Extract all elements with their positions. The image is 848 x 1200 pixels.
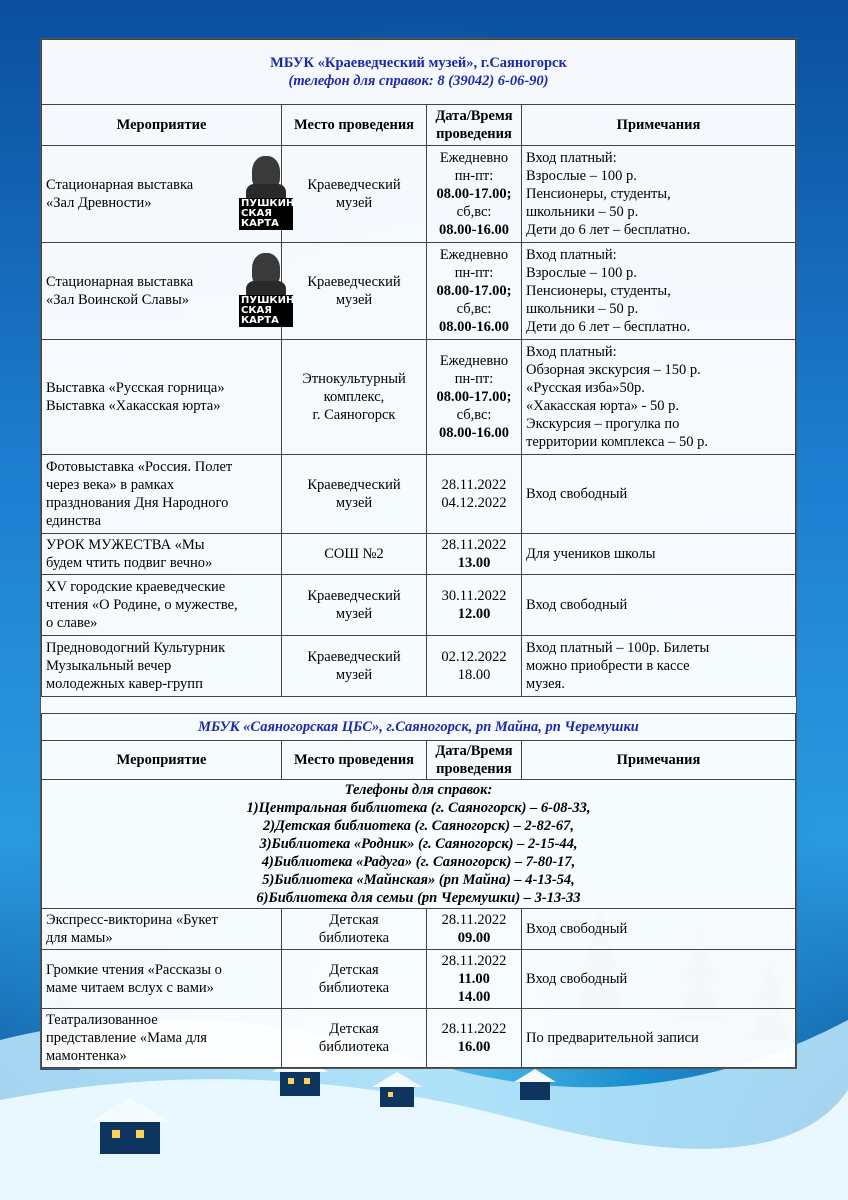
notes-line: Вход платный:: [526, 247, 617, 263]
date-cell: [427, 455, 522, 534]
notes-line: Взрослые – 100 р.: [526, 168, 637, 184]
date-cell: [427, 534, 522, 575]
date-line: 04.12.2022: [441, 495, 507, 511]
museum-phone: (телефон для справок: 8 (39042) 6-06-90): [288, 73, 549, 89]
pushkin-card-line: СКАЯ: [241, 208, 272, 219]
place-cell: [282, 1009, 427, 1068]
table-row: [42, 636, 796, 697]
event-title-line: чтения «О Родине, о мужестве,: [46, 597, 238, 613]
table-row: [42, 909, 796, 950]
date-line: пн-пт:: [454, 168, 494, 184]
table-row: [42, 146, 796, 243]
date-cell: [427, 1009, 522, 1068]
event-cell: [42, 534, 282, 575]
library-phones-cell: [42, 780, 796, 909]
notes-line: Вход свободный: [526, 921, 628, 937]
notes-line: Для учеников школы: [526, 546, 656, 562]
event-title-line: маме читаем вслух с вами»: [46, 980, 214, 996]
table-row: [42, 534, 796, 575]
notes-line: Вход платный – 100р. Билеты: [526, 640, 710, 656]
date-cell: [427, 636, 522, 697]
place-line: Краеведческий: [307, 274, 401, 290]
library-header-row: [42, 714, 796, 741]
events-schedule-sheet: [40, 38, 797, 1069]
date-line: 14.00: [457, 989, 491, 1005]
spacer-cell: [42, 697, 796, 714]
pushkin-card-line: ПУШКИН: [241, 295, 295, 306]
header-event: Мероприятие: [42, 105, 282, 146]
museum-column-headers: [42, 105, 796, 146]
event-cell: [42, 575, 282, 636]
notes-line: территории комплекса – 50 р.: [526, 434, 708, 450]
place-line: Этнокультурный: [302, 371, 406, 387]
event-title-line: Стационарная выставка: [46, 274, 194, 290]
phone-line: 1)Центральная библиотека (г. Саяногорск) – 6-08-33,: [246, 800, 591, 816]
date-line: 28.11.2022: [441, 912, 507, 928]
museum-header: [42, 40, 796, 105]
date-line: 30.11.2022: [441, 588, 507, 604]
date-line: 18.00: [457, 667, 491, 683]
place-cell: [282, 455, 427, 534]
event-title-line: Выставка «Хакасская юрта»: [46, 398, 221, 414]
place-cell: [282, 146, 427, 243]
date-line: Ежедневно: [439, 247, 509, 263]
event-title-line: Музыкальный вечер: [46, 658, 172, 674]
pushkin-card-text: [239, 198, 293, 230]
date-line: пн-пт:: [454, 265, 494, 281]
place-line: музей: [335, 195, 373, 211]
notes-line: По предварительной записи: [526, 1030, 699, 1046]
date-line: 08.00-17.00;: [436, 389, 512, 405]
date-line: 28.11.2022: [441, 953, 507, 969]
date-line: 08.00-17.00;: [436, 283, 512, 299]
date-cell: [427, 950, 522, 1009]
notes-line: «Хакасская юрта» - 50 р.: [526, 398, 680, 414]
date-line: 28.11.2022: [441, 537, 507, 553]
date-cell: [427, 146, 522, 243]
notes-cell: [522, 909, 796, 950]
place-line: Детская: [329, 912, 379, 928]
library-phones-row: [42, 780, 796, 909]
table-row: [42, 575, 796, 636]
notes-cell: [522, 243, 796, 340]
date-line: Ежедневно: [439, 353, 509, 369]
event-title-line: представление «Мама для: [46, 1030, 207, 1046]
notes-line: Вход свободный: [526, 597, 628, 613]
phone-line: 6)Библиотека для семьи (рп Черемушки) – 3-13-33: [256, 890, 581, 906]
date-line: Ежедневно: [439, 150, 509, 166]
museum-org-name: МБУК «Краеведческий музей», г.Саяногорск: [270, 55, 567, 71]
date-line: сб,вс:: [456, 204, 492, 220]
notes-cell: [522, 534, 796, 575]
pushkin-card-line: ПУШКИН: [241, 198, 295, 209]
date-cell: [427, 340, 522, 455]
notes-cell: [522, 146, 796, 243]
event-title-line: Громкие чтения «Рассказы о: [46, 962, 222, 978]
notes-line: Взрослые – 100 р.: [526, 265, 637, 281]
date-line: 13.00: [457, 555, 491, 571]
place-cell: [282, 575, 427, 636]
date-line: 28.11.2022: [441, 1021, 507, 1037]
date-line: 09.00: [457, 930, 491, 946]
phone-line: 4)Библиотека «Радуга» (г. Саяногорск) – 7-80-17,: [261, 854, 576, 870]
date-line: 08.00-16.00: [438, 425, 510, 441]
table-row: [42, 340, 796, 455]
notes-line: Вход свободный: [526, 971, 628, 987]
place-line: СОШ №2: [324, 546, 384, 562]
notes-line: Вход свободный: [526, 486, 628, 502]
date-line: 28.11.2022: [441, 477, 507, 493]
phone-line: 2)Детская библиотека (г. Саяногорск) – 2-82-67,: [262, 818, 575, 834]
notes-line: Обзорная экскурсия – 150 р.: [526, 362, 701, 378]
place-line: библиотека: [318, 980, 390, 996]
event-title-line: о славе»: [46, 615, 98, 631]
notes-line: Экскурсия – прогулка по: [526, 416, 680, 432]
event-cell: [42, 340, 282, 455]
place-cell: [282, 534, 427, 575]
place-line: Краеведческий: [307, 649, 401, 665]
place-line: Краеведческий: [307, 477, 401, 493]
place-line: музей: [335, 495, 373, 511]
section-spacer: [42, 697, 796, 714]
notes-line: можно приобрести в кассе: [526, 658, 690, 674]
event-title-line: Выставка «Русская горница»: [46, 380, 225, 396]
header-event: Мероприятие: [42, 741, 282, 780]
date-cell: [427, 909, 522, 950]
event-title-line: Предноводогний Культурник: [46, 640, 226, 656]
event-title-line: Стационарная выставка: [46, 177, 194, 193]
pushkin-card-logo: [239, 156, 293, 230]
place-line: библиотека: [318, 1039, 390, 1055]
header-place: Место проведения: [282, 105, 427, 146]
header-date: Дата/Время проведения: [427, 105, 522, 146]
header-date: Дата/Время проведения: [427, 741, 522, 780]
pushkin-card-logo: [239, 253, 293, 327]
date-cell: [427, 575, 522, 636]
event-cell: [42, 455, 282, 534]
notes-cell: [522, 340, 796, 455]
event-title-line: молодежных кавер-групп: [46, 676, 203, 692]
place-line: Краеведческий: [307, 588, 401, 604]
place-line: комплекс,: [323, 389, 385, 405]
header-notes: Примечания: [522, 105, 796, 146]
date-line: 16.00: [457, 1039, 491, 1055]
header-notes: Примечания: [522, 741, 796, 780]
notes-line: Вход платный:: [526, 150, 617, 166]
date-line: сб,вс:: [456, 407, 492, 423]
event-cell: [42, 636, 282, 697]
notes-line: Пенсионеры, студенты,: [526, 186, 671, 202]
pushkin-card-line: СКАЯ: [241, 305, 272, 316]
place-cell: [282, 909, 427, 950]
notes-line: «Русская изба»50р.: [526, 380, 645, 396]
date-cell: [427, 243, 522, 340]
table-row: [42, 1009, 796, 1068]
event-title-line: Театрализованное: [46, 1012, 158, 1028]
notes-cell: [522, 455, 796, 534]
table-row: [42, 455, 796, 534]
notes-cell: [522, 950, 796, 1009]
event-cell: [42, 243, 295, 340]
event-title-line: единства: [46, 513, 102, 529]
event-cell: [42, 909, 282, 950]
date-line: 08.00-17.00;: [436, 186, 512, 202]
notes-line: школьники – 50 р.: [526, 301, 639, 317]
notes-line: Дети до 6 лет – бесплатно.: [526, 319, 691, 335]
table-row: [42, 950, 796, 1009]
event-title-line: мамонтенка»: [46, 1048, 127, 1064]
notes-cell: [522, 1009, 796, 1068]
table-row: [42, 243, 796, 340]
event-cell: [42, 146, 295, 243]
event-title-line: «Зал Древности»: [46, 195, 152, 211]
pushkin-card-line: КАРТА: [241, 315, 279, 326]
event-title-line: через века» в рамках: [46, 477, 175, 493]
event-title-line: празднования Дня Народного: [46, 495, 229, 511]
event-title-line: Фотовыставка «Россия. Полет: [46, 459, 233, 475]
place-line: музей: [335, 667, 373, 683]
place-line: Детская: [329, 962, 379, 978]
notes-line: Дети до 6 лет – бесплатно.: [526, 222, 691, 238]
event-title-line: Экспресс-викторина «Букет: [46, 912, 218, 928]
pushkin-card-text: [239, 295, 293, 327]
place-cell: [282, 340, 427, 455]
place-line: Краеведческий: [307, 177, 401, 193]
event-title-line: «Зал Воинской Славы»: [46, 292, 189, 308]
event-title-line: УРОК МУЖЕСТВА «Мы: [46, 537, 205, 553]
place-line: Детская: [329, 1021, 379, 1037]
notes-line: музея.: [526, 676, 565, 692]
place-line: г. Саяногорск: [312, 407, 396, 423]
place-line: музей: [335, 606, 373, 622]
notes-line: Вход платный:: [526, 344, 617, 360]
phone-line: 3)Библиотека «Родник» (г. Саяногорск) – 2-15-44,: [259, 836, 578, 852]
phones-title: Телефоны для справок:: [344, 782, 493, 798]
pushkin-card-line: КАРТА: [241, 218, 279, 229]
phone-line: 5)Библиотека «Майнская» (рп Майна) – 4-13-54,: [262, 872, 575, 888]
place-cell: [282, 243, 427, 340]
notes-line: Пенсионеры, студенты,: [526, 283, 671, 299]
date-line: 08.00-16.00: [438, 222, 510, 238]
event-cell: [42, 1009, 282, 1068]
notes-cell: [522, 575, 796, 636]
date-line: 11.00: [458, 971, 490, 987]
header-place: Место проведения: [282, 741, 427, 780]
event-cell: [42, 950, 282, 1009]
date-line: 12.00: [457, 606, 491, 622]
library-org-name: МБУК «Саяногорская ЦБС», г.Саяногорск, рп Майна, рп Черемушки: [42, 714, 796, 741]
place-cell: [282, 950, 427, 1009]
notes-cell: [522, 636, 796, 697]
event-title-line: для мамы»: [46, 930, 113, 946]
library-column-headers: [42, 741, 796, 780]
date-line: 08.00-16.00: [438, 319, 510, 335]
notes-line: школьники – 50 р.: [526, 204, 639, 220]
place-line: музей: [335, 292, 373, 308]
date-line: 02.12.2022: [441, 649, 507, 665]
date-line: пн-пт:: [454, 371, 494, 387]
place-line: библиотека: [318, 930, 390, 946]
events-table: [41, 39, 796, 1068]
event-title-line: XV городские краеведческие: [46, 579, 226, 595]
date-line: сб,вс:: [456, 301, 492, 317]
place-cell: [282, 636, 427, 697]
event-title-line: будем чтить подвиг вечно»: [46, 555, 213, 571]
